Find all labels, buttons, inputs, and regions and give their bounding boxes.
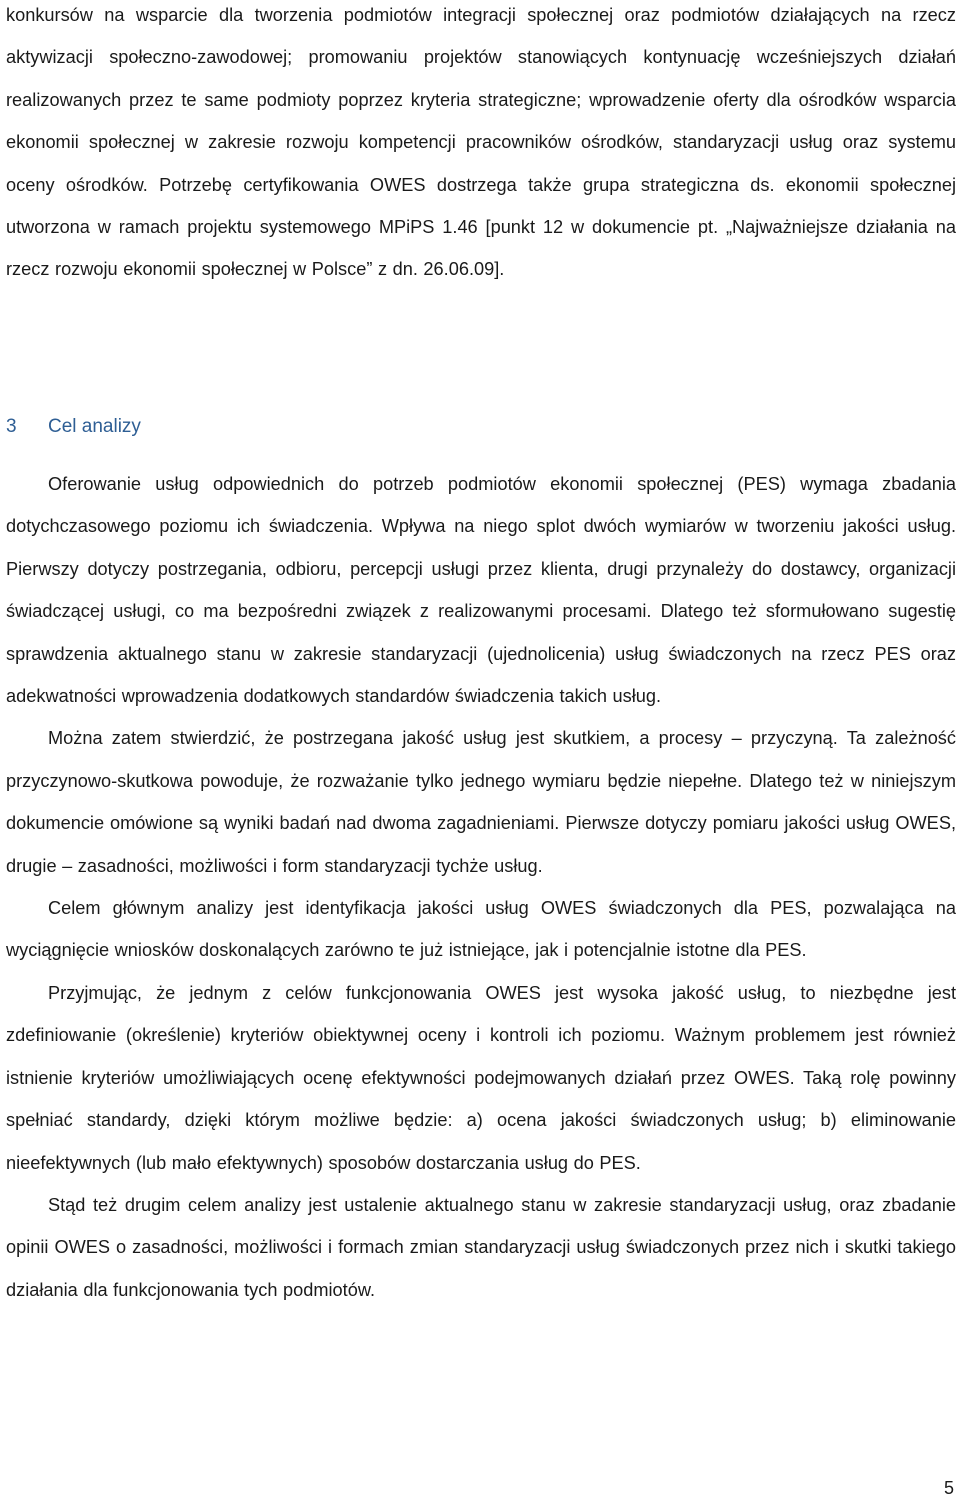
section-title: Cel analizy: [48, 416, 141, 437]
paragraph-4: Przyjmując, że jednym z celów funkcjonowania OWES jest wysoka jakość usług, to niezbędne jest zdefiniowanie (określenie) kryteriów obiektywnej oceny i kontroli ich poziomu. Ważnym problemem jest również istnienie kryteriów umożliwiających ocenę efektywności podejmowanych działań przez OWES. Taką rolę powinny spełniać standardy, dzięki którym możliwe będzie: a) ocena jakości świadczonych usług; b) eliminowanie nieefektywnych (lub mało efektywnych) sposobów dostarczania usług do PES.: [6, 982, 956, 1173]
paragraph-2: Można zatem stwierdzić, że postrzegana jakość usług jest skutkiem, a procesy – przyczyną. Ta zależność przyczynowo-skutkowa powoduje, że rozważanie tylko jednego wymiaru będzie niepełne. Dlatego też w niniejszym dokumencie omówione są wyniki badań nad dwoma zagadnieniami. Pierwsze dotyczy pomiaru jakości usług OWES, drugie – zasadności, możliwości i form standaryzacji tychże usług.: [6, 728, 956, 876]
intro-paragraph: konkursów na wsparcie dla tworzenia podmiotów integracji społecznej oraz podmiotów działających na rzecz aktywizacji społeczno-zawodowej; promowaniu projektów stanowiących kontynuację wcześniejszych działań realizowanych przez te same podmioty poprzez kryteria strategiczne; wprowadzenie oferty dla ośrodków wsparcia ekonomii społecznej w zakresie rozwoju kompetencji pracowników ośrodków, standaryzacji usług oraz systemu oceny ośrodków. Potrzebę certyfikowania OWES dostrzega także grupa strategiczna ds. ekonomii społecznej utworzona w ramach projektu systemowego MPiPS 1.46 [punkt 12 w dokumencie pt. „Najważniejsze działania na rzecz rozwoju ekonomii społecznej w Polsce” z dn. 26.06.09].: [6, 5, 956, 280]
section-number: 3: [6, 416, 17, 437]
page-number: 5: [943, 1478, 954, 1498]
paragraph-5: Stąd też drugim celem analizy jest ustalenie aktualnego stanu w zakresie standaryzacji usług, oraz zbadanie opinii OWES o zasadności, możliwości i formach zmian standaryzacji usług świadczonych przez nich i skutki takiego działania dla funkcjonowania tych podmiotów.: [6, 1194, 956, 1300]
paragraph-3: Celem głównym analizy jest identyfikacja jakości usług OWES świadczonych dla PES, pozwalająca na wyciągnięcie wniosków doskonalących zarówno te już istniejące, jak i potencjalnie istotne dla PES.: [6, 898, 956, 961]
paragraph-1: Oferowanie usług odpowiednich do potrzeb podmiotów ekonomii społecznej (PES) wymaga zbadania dotychczasowego poziomu ich świadczenia. Wpływa na niego splot dwóch wymiarów w tworzeniu jakości usług. Pierwszy dotyczy postrzegania, odbioru, percepcji usługi przez klienta, drugi przynależy do dostawcy, organizacji świadczącej usługi, co ma bezpośredni związek z realizowanymi procesami. Dlatego też sformułowano sugestię sprawdzenia aktualnego stanu w zakresie standaryzacji (ujednolicenia) usług świadczonych na rzecz PES oraz adekwatności wprowadzenia dodatkowych standardów świadczenia takich usług.: [6, 474, 956, 707]
section-heading: [6, 406, 956, 448]
section-body: [6, 463, 956, 1311]
